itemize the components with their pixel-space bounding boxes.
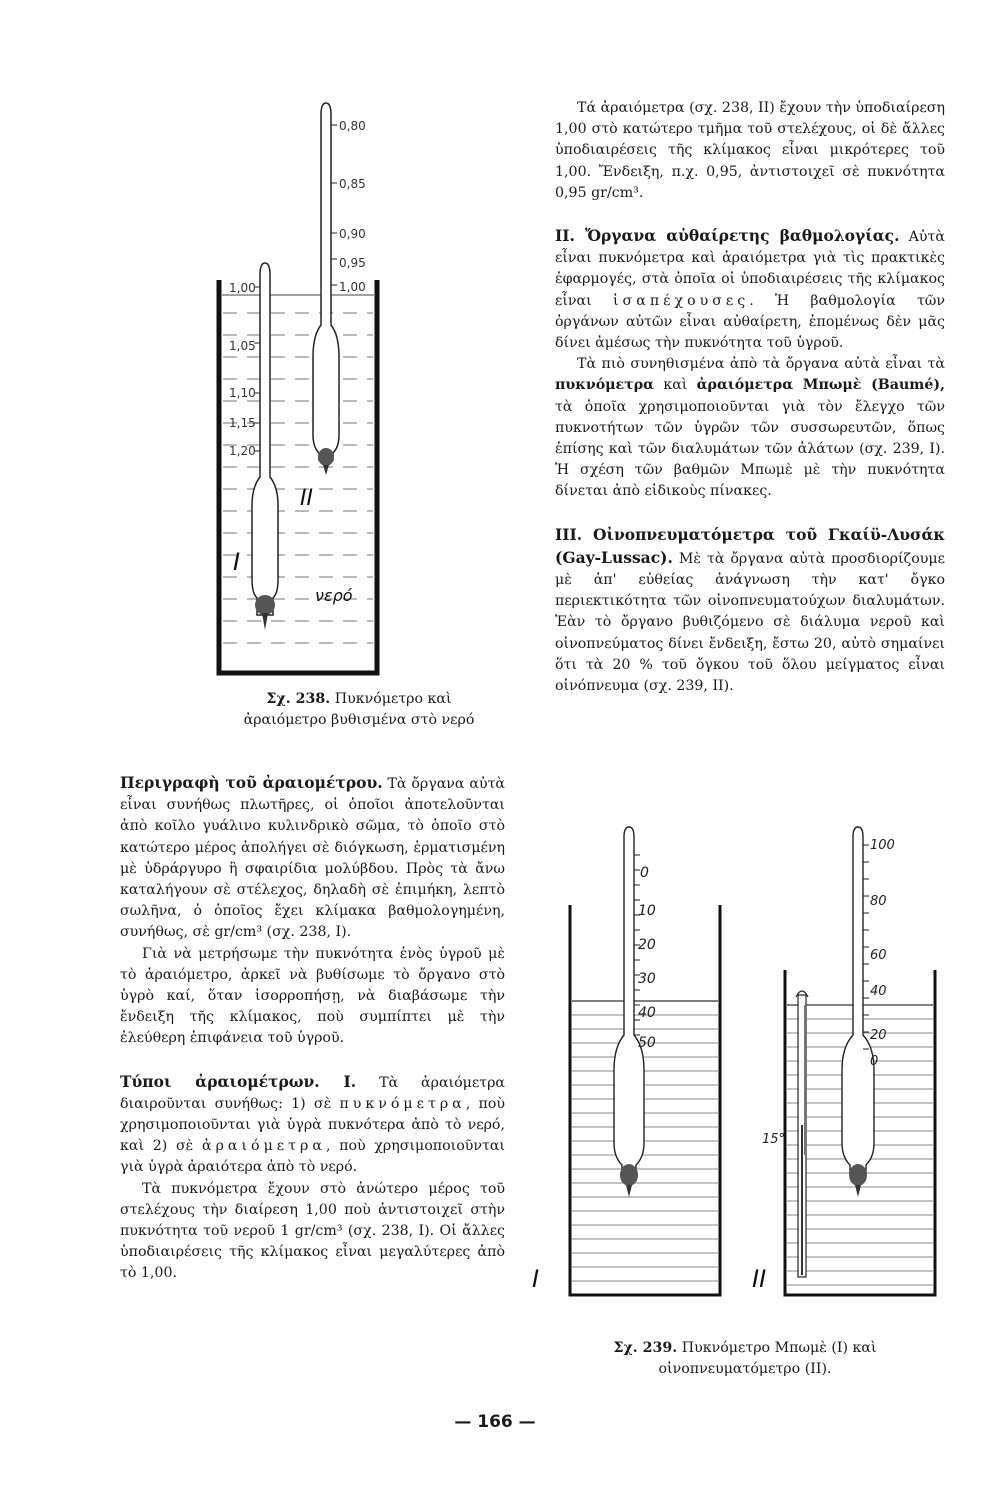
text-span: Αὐτὰ εἶναι πυκνόμετρα καὶ ἀραιόμετρα γιὰ τὶς πρακτικὲς ἐφαρμογές, στὰ ὁποῖα οἱ ὑποδιαιρέσεις τῆς κλίμακος εἶναι — [555, 229, 945, 309]
text-span: ἀραιόμετρα — [201, 1138, 326, 1155]
baume-scale-label: 0 — [640, 865, 649, 881]
scale-II-label: 0,85 — [339, 177, 366, 191]
scale-II-label: 0,95 — [339, 256, 366, 270]
figure-239-caption — [560, 1338, 930, 1380]
alcohol-scale-label: 100 — [870, 838, 895, 853]
left-column — [120, 772, 505, 1285]
scale-II-label: 1,00 — [339, 280, 366, 294]
temperature-label: 15° — [762, 1132, 786, 1147]
text-span: , ποὺ χρησιμοποιοῦνται γιὰ ὑγρὰ πυκνότερα ἀπὸ τὸ νερό, καὶ 2) σὲ — [120, 1095, 505, 1155]
scale-II-label: 0,80 — [339, 119, 366, 133]
caption-text: Πυκνόμετρο Μπωμὲ (Ι) καὶ οἰνοπνευματόμετρο (ΙΙ). — [658, 1340, 877, 1377]
section-heading: Τύποι ἀραιομέτρων. Ι. — [120, 1071, 357, 1091]
text-span: . Ἡ βαθμολογία τῶν ὀργάνων αὐτῶν εἶναι αὐθαίρετη, ἑπομένως δὲν μᾶς δίνει ἀμέσως τὴν πυκνότητα τοῦ ὑγροῦ. — [555, 292, 945, 352]
text-span: τὰ ὁποῖα χρησιμοποιοῦνται γιὰ τὸν ἔλεγχο τῶν πυκνοτήτων τῶν ὑγρῶν τῶν συσσωρευτῶν, ὅπως ἐπίσης καὶ τῶν διαλυμάτων τῶν ἁλάτων (σχ. 239, Ι). Ἡ σχέση τῶν βαθμῶν Μπωμὲ μὲ τὴν πυκνότητα δίνεται ἀπὸ εἰδικοὺς πίνακες. — [555, 398, 945, 500]
caption-text: Πυκνόμετρο καὶ ἀραιόμετρο βυθισμένα στὸ νερό — [243, 691, 475, 728]
caption-label: Σχ. 238. — [266, 691, 331, 707]
section-heading: ΙΙ. Ὄργανα αὐθαίρετης βαθμολογίας. — [555, 226, 900, 246]
figure-label-II: II — [752, 1265, 767, 1293]
alcohol-scale-label: 40 — [870, 984, 887, 999]
page-number: — 166 — — [454, 1412, 536, 1432]
text-span: Μὲ τὰ ὄργανα αὐτὰ προσδιορίζουμε μὲ ἀπ' εὐθείας ἀνάγνωση τὴν κατ' ὄγκο περιεκτικότητα τῶν οἰνοπνευματούχων διαλυμάτων. Ἐὰν τὸ ὄργανο βυθιζόμενο σὲ διάλυμα νεροῦ καὶ οἰνοπνεύματος δίνει ἔνδειξη, ἔστω 20, αὐτὸ σημαίνει ὅτι τὰ 20 % τοῦ ὄγκου τοῦ ὅλου μείγματος εἶναι οἰνόπνευμα (σχ. 239, ΙΙ). — [555, 550, 945, 695]
paragraph: Γιὰ νὰ μετρήσωμε τὴν πυκνότητα ἑνὸς ὑγροῦ μὲ τὸ ἀραιόμετρο, ἀρκεῖ νὰ βυθίσωμε τὸ ὄργανο στὸ ὑγρὸ καί, ὅταν ἰσορροπήσῃ, νὰ διαβάσωμε τὴν ἔνδειξη τῆς κλίμακος, ποὺ συμπίπτει μὲ τὴν ἐλεύθερη ἐπιφάνεια τοῦ ὑγροῦ. — [120, 945, 505, 1047]
water-label: νερό — [315, 586, 353, 605]
thermometer — [796, 991, 808, 1277]
paragraph: Τὰ ὄργανα αὐτὰ εἶναι συνήθως πλωτῆρες, οἱ ὁποῖοι ἀποτελοῦνται ἀπὸ κοῖλο γυάλινο κυλινδρικὸ σῶμα, τὸ ὁποῖο στὸ κατώτερο μέρος ἀπολήγει σὲ διόγκωση, ἑρματισμένη μὲ ὑδράργυρο ἢ σφαιρίδια μολύβδου. Πρὸς τὰ ἄνω καταλήγουν σὲ στέλεχος, δηλαδὴ σὲ ἐπιμήκη, λεπτὸ σωλῆνα, ὁ ὁποῖος ἔχει κλίμακα βαθμολογημένη, συνήθως, σὲ gr/cm³ (σχ. 238, Ι). — [120, 776, 505, 941]
section-heading: ΙΙΙ. Οἰνοπνευματόμετρα τοῦ Γκαίϋ-Λυσάκ (Gay-Lussac). — [555, 524, 945, 567]
alcohol-scale-label: 20 — [870, 1028, 887, 1043]
figure-label-II: II — [300, 486, 313, 511]
text-span: πυκνόμετρα — [339, 1095, 466, 1112]
scale-I-label: 1,10 — [229, 386, 256, 400]
scale-I-label: 1,20 — [229, 444, 256, 458]
alcohol-scale-label: 60 — [870, 948, 887, 963]
alcohol-scale-label: 80 — [870, 894, 887, 909]
baume-scale-label: 50 — [638, 1035, 656, 1051]
term: πυκνόμετρα — [555, 377, 655, 394]
alcoholometer — [842, 827, 874, 1197]
scale-II-label: 0,90 — [339, 227, 366, 241]
term: ἀραιόμετρα Μπωμὲ (Baumé), — [696, 377, 945, 394]
text-span: Τὰ πιὸ συνηθισμένα ἀπὸ τὰ ὄργανα αὐτὰ εἶναι τὰ — [577, 356, 945, 373]
figure-238-caption — [228, 689, 490, 731]
paragraph: Τὰ πυκνόμετρα ἔχουν στὸ ἀνώτερο μέρος τοῦ στελέχους τὴν διαίρεση 1,00 ποὺ ἀντιστοιχεῖ στὴν πυκνότητα τοῦ νεροῦ 1 gr/cm³ (σχ. 238, Ι). Οἱ ἄλλες ὑποδιαιρέσεις τῆς κλίμακος εἶναι μεγαλύτερες ἀπὸ τὸ 1,00. — [120, 1180, 505, 1282]
caption-label: Σχ. 239. — [613, 1340, 678, 1356]
baume-scale-label: 20 — [638, 937, 656, 953]
scale-I-label: 1,05 — [229, 339, 256, 353]
section-heading: Περιγραφὴ τοῦ ἀραιομέτρου. — [120, 773, 383, 792]
figure-239 — [530, 825, 950, 1305]
scale-I-label: 1,15 — [229, 416, 256, 430]
right-column — [555, 98, 945, 697]
figure-label-I: I — [532, 1265, 540, 1293]
text-span: Τὰ ἀραιόμετρα διαιροῦνται συνήθως: 1) σὲ — [120, 1074, 505, 1112]
text-span: καὶ — [654, 377, 697, 394]
hydrometer-II — [313, 103, 339, 475]
text-span: ἰσαπέχουσες — [612, 292, 750, 309]
figure-label-I: I — [233, 548, 241, 576]
paragraph: Τά ἀραιόμετρα (σχ. 238, ΙΙ) ἔχουν τὴν ὑποδιαίρεση 1,00 στὸ κατώτερο τμῆμα τοῦ στελέχους, οἱ δὲ ἄλλες ὑποδιαιρέσεις τῆς κλίμακος εἶναι μικρότερες τοῦ 1,00. Ἔνδειξη, π.χ. 0,95, ἀντιστοιχεῖ σὲ πυκνότητα 0,95 gr/cm³. — [555, 100, 945, 201]
figure-238 — [205, 95, 395, 680]
scale-I-label: 1,00 — [229, 281, 256, 295]
text-span: , ποὺ χρησιμοποιοῦνται γιὰ ὑγρὰ ἀραιότερα ἀπὸ τὸ νερό. — [120, 1138, 505, 1176]
baume-scale-label: 30 — [638, 971, 656, 987]
baume-scale-label: 10 — [638, 903, 656, 919]
hydrometer-I — [252, 263, 278, 630]
alcohol-scale-label: 0 — [870, 1054, 879, 1069]
baume-scale-label: 40 — [638, 1005, 656, 1021]
